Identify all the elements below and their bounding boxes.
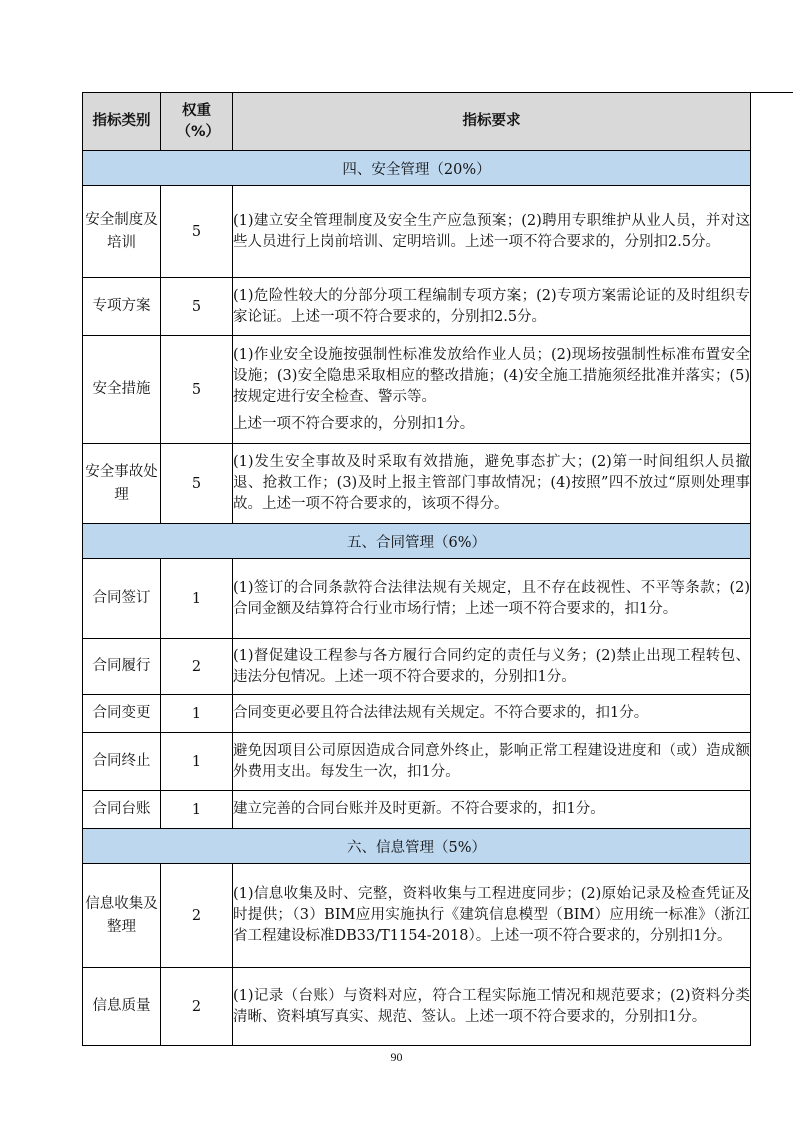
- header-weight-label: 权重（%）: [176, 102, 221, 140]
- table-row: [83, 186, 751, 278]
- row-category: 信息收集及整理: [83, 864, 161, 968]
- row-weight: 5: [161, 186, 233, 278]
- row-weight: 5: [161, 336, 233, 444]
- row-requirement: (1)记录（台账）与资料对应，符合工程实际施工情况和规范要求；(2)资料分类清晰、资料填写真实、规范、签认。上述一项不符合要求的，分别扣1分。: [233, 968, 751, 1046]
- table-row: [83, 444, 751, 524]
- indicator-table: [82, 92, 751, 1046]
- table-header: [83, 93, 751, 151]
- row-requirement: (1)信息收集及时、完整，资料收集与工程进度同步；(2)原始记录及检查凭证及时提供；（3）BIM应用实施执行《建筑信息模型（BIM）应用统一标准》（浙江省工程建设标准DB33/T1154-2018）。上述一项不符合要求的，分别扣1分。: [233, 864, 751, 968]
- row-category: 合同履行: [83, 639, 161, 695]
- row-requirement: 建立完善的合同台账并及时更新。不符合要求的，扣1分。: [233, 791, 751, 829]
- page-number: 90: [390, 1050, 403, 1064]
- row-weight: 1: [161, 559, 233, 639]
- table-row: [83, 278, 751, 336]
- header-requirement: 指标要求: [233, 93, 751, 151]
- row-weight: 1: [161, 791, 233, 829]
- row-requirement: (1)危险性较大的分部分项工程编制专项方案；(2)专项方案需论证的及时组织专家论证。上述一项不符合要求的，分别扣2.5分。: [233, 278, 751, 336]
- section-row-safety: [83, 151, 751, 186]
- row-requirement: (1)发生安全事故及时采取有效措施，避免事态扩大；(2)第一时间组织人员撤退、抢救工作；(3)及时上报主管部门事故情况；(4)按照”四不放过“原则处理事故。上述一项不符合要求的，该项不得分。: [233, 444, 751, 524]
- table-row: [83, 695, 751, 733]
- header-weight: [161, 93, 233, 151]
- row-weight: 5: [161, 444, 233, 524]
- table-row: [83, 864, 751, 968]
- row-requirement: 合同变更必要且符合法律法规有关规定。不符合要求的，扣1分。: [233, 695, 751, 733]
- section-row-contract: [83, 524, 751, 559]
- row-weight: 2: [161, 639, 233, 695]
- row-requirement: (1)签订的合同条款符合法律法规有关规定，且不存在歧视性、不平等条款；(2)合同金额及结算符合行业市场行情；上述一项不符合要求的，扣1分。: [233, 559, 751, 639]
- row-requirement: (1)督促建设工程参与各方履行合同约定的责任与义务；(2)禁止出现工程转包、违法分包情况。上述一项不符合要求的，分别扣1分。: [233, 639, 751, 695]
- row-weight: 2: [161, 968, 233, 1046]
- row-weight: 2: [161, 864, 233, 968]
- table-row: [83, 968, 751, 1046]
- table-row: [83, 639, 751, 695]
- row-category: 安全制度及培训: [83, 186, 161, 278]
- row-requirement: 避免因项目公司原因造成合同意外终止，影响正常工程建设进度和（或）造成额外费用支出。每发生一次，扣1分。: [233, 733, 751, 791]
- row-category: 合同终止: [83, 733, 161, 791]
- table-row: [83, 336, 751, 444]
- row-weight: 5: [161, 278, 233, 336]
- row-category: 专项方案: [83, 278, 161, 336]
- row-requirement: (1)作业安全设施按强制性标准发放给作业人员；(2)现场按强制性标准布置安全设施；(3)安全隐患采取相应的整改措施；(4)安全施工措施须经批准并落实；(5)按规定进行安全检查、警示等。: [233, 346, 750, 405]
- row-requirement-cell: [233, 336, 751, 444]
- row-weight: 1: [161, 695, 233, 733]
- section-title: 四、安全管理（20%）: [83, 151, 751, 186]
- section-title: 六、信息管理（5%）: [83, 829, 751, 864]
- row-category: 合同签订: [83, 559, 161, 639]
- table-row: [83, 733, 751, 791]
- header-category: 指标类别: [83, 93, 161, 151]
- row-category: 合同变更: [83, 695, 161, 733]
- table-row: [83, 791, 751, 829]
- row-category: 安全事故处理: [83, 444, 161, 524]
- row-weight: 1: [161, 733, 233, 791]
- row-category: 合同台账: [83, 791, 161, 829]
- row-category: 安全措施: [83, 336, 161, 444]
- row-requirement-note: 上述一项不符合要求的，分别扣1分。: [233, 415, 475, 432]
- row-category: 信息质量: [83, 968, 161, 1046]
- section-title: 五、合同管理（6%）: [83, 524, 751, 559]
- table-row: [83, 559, 751, 639]
- section-row-information: [83, 829, 751, 864]
- row-requirement: (1)建立安全管理制度及安全生产应急预案；(2)聘用专职维护从业人员，并对这些人员进行上岗前培训、定明培训。上述一项不符合要求的，分别扣2.5分。: [233, 186, 751, 278]
